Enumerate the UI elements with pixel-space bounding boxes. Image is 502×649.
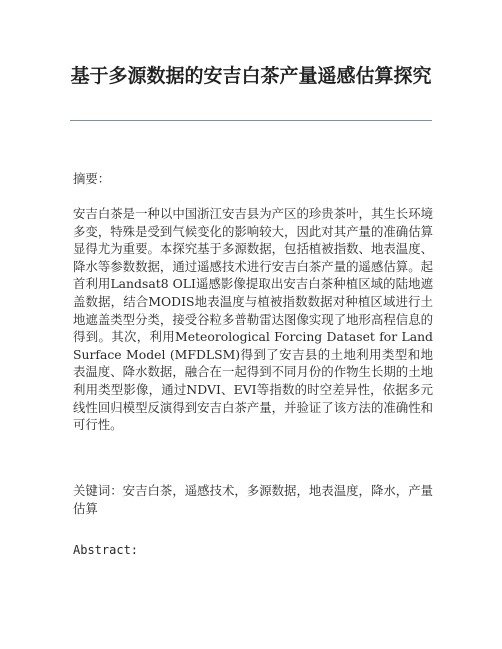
title-divider bbox=[70, 120, 432, 121]
keywords-paragraph bbox=[73, 482, 433, 517]
keywords-text: 关键词：安吉白茶，遥感技术，多源数据，地表温度，降水，产量估算 bbox=[73, 483, 433, 516]
document-title: 基于多源数据的安吉白茶产量遥感估算探究 bbox=[70, 65, 432, 87]
summary-paragraph bbox=[73, 205, 433, 434]
summary-label: 摘要： bbox=[73, 171, 111, 186]
abstract-label: Abstract: bbox=[73, 543, 139, 557]
summary-text: 安吉白茶是一种以中国浙江安吉县为产区的珍贵茶叶，其生长环境多变，特殊是受到气候变化的影响较大，因此对其产量的准确估算显得尤为重要。本探究基于多源数据，包括植被指数、地表温度、降水等参数数据，通过遥感技术进行安吉白茶产量的遥感估算。起首利用Landsat8 OLI遥感影像提取出安吉白茶种植区域的陆地遮盖数据，结合MODIS地表温度与植被指数数据对种植区域进行土地遮盖类型分类，接受谷粒多普勒雷达图像实现了地形高程信息的得到。其次，利用Meteorological Forcing Dataset for Land Surface Model (MFDLSM)得到了安吉县的土地利用类型和地表温度、降水数据，融合在一起得到不同月份的作物生长期的土地利用类型影像，通过NDVI、EVI等指数的时空差异性，依据多元线性回归模型反演得到安吉白茶产量，并验证了该方法的准确性和可行性。 bbox=[73, 206, 433, 433]
